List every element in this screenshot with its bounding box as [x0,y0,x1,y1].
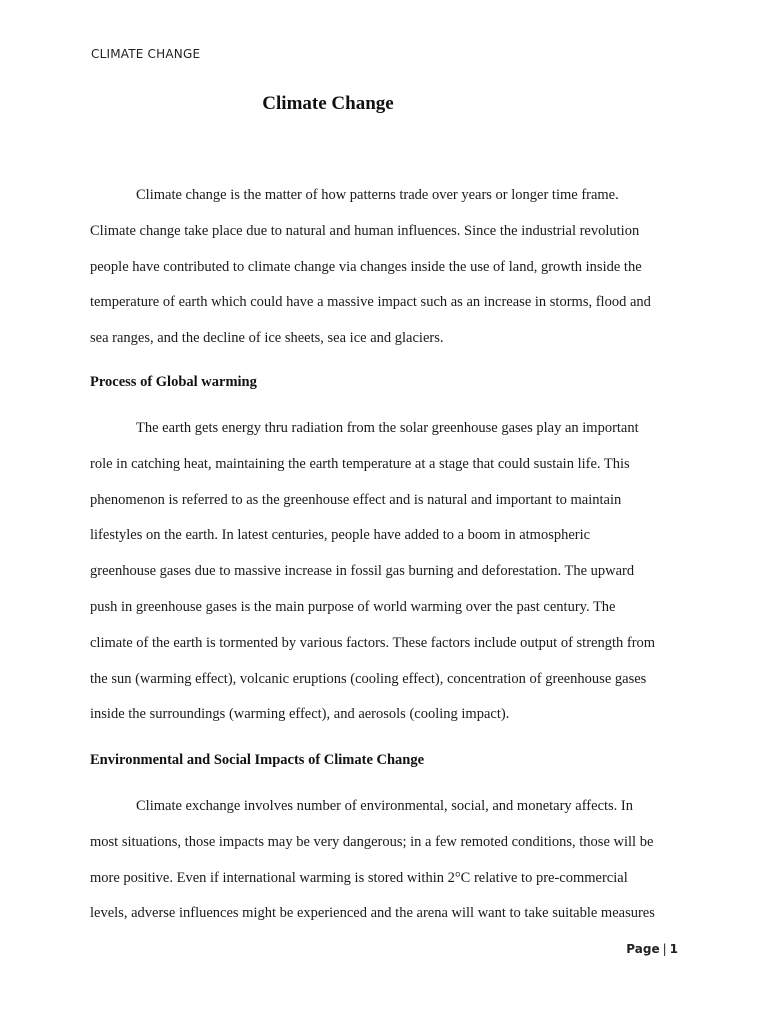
paragraph-line: role in catching heat, maintaining the earth temperature at a stage that could sustain life. This [90,455,630,472]
paragraph-line: most situations, those impacts may be very dangerous; in a few remoted conditions, those will be [90,833,654,850]
page-number: 1 [669,942,678,956]
impacts-paragraph [90,789,678,932]
global-warming-paragraph [90,411,678,733]
running-header: CLIMATE CHANGE [91,47,201,61]
paragraph-line: temperature of earth which could have a massive impact such as an increase in storms, flood and [90,294,651,311]
paragraph-line: greenhouse gases due to massive increase in fossil gas burning and deforestation. The upward [90,563,635,580]
section-heading-global-warming: Process of Global warming [90,374,257,390]
paragraph-line: Climate change is the matter of how patterns trade over years or longer time frame. [136,187,619,203]
paragraph-line: Climate change take place due to natural and human influences. Since the industrial revolution [90,222,640,239]
paragraph-line: levels, adverse influences might be experienced and the arena will want to take suitable measures [90,905,655,922]
document-title: Climate Change [262,93,394,114]
paragraph-line: Climate exchange involves number of environmental, social, and monetary affects. In [136,798,634,814]
paragraph-line: climate of the earth is tormented by various factors. These factors include output of strength from [90,634,656,651]
paragraph-line: sea ranges, and the decline of ice sheets, sea ice and glaciers. [90,330,444,347]
intro-paragraph [90,178,678,357]
page-footer [626,942,678,956]
page-label: Page [626,942,660,956]
paragraph-line: more positive. Even if international warming is stored within 2°C relative to pre-commercial [90,869,628,886]
paragraph-line: The earth gets energy thru radiation from the solar greenhouse gases play an important [136,420,639,436]
paragraph-line: push in greenhouse gases is the main purpose of world warming over the past century. The [90,598,616,615]
section-heading-impacts: Environmental and Social Impacts of Climate Change [90,752,425,768]
paragraph-line: the sun (warming effect), volcanic eruptions (cooling effect), concentration of greenhouse gases [90,670,647,687]
page-separator: | [662,942,667,956]
paragraph-line: inside the surroundings (warming effect), and aerosols (cooling impact). [90,706,510,723]
paragraph-line: lifestyles on the earth. In latest centuries, people have added to a boom in atmospheric [90,527,591,544]
paragraph-line: phenomenon is referred to as the greenhouse effect and is natural and important to maintain [90,491,622,508]
paragraph-line: people have contributed to climate change via changes inside the use of land, growth inside the [90,258,642,275]
